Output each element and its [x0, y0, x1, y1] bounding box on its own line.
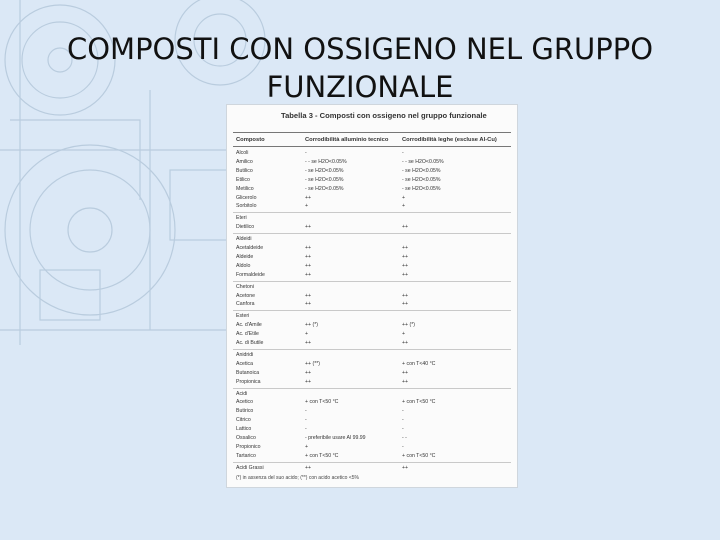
compound-cell: Chetoni	[236, 283, 254, 290]
compound-cell: Metilico	[236, 185, 254, 192]
aluminium-cell: ++	[305, 301, 312, 308]
header-aluminium: Corrodibilità alluminio tecnico	[305, 137, 389, 143]
table-row	[227, 149, 517, 158]
aluminium-cell: +	[305, 443, 309, 450]
compound-cell: Sorbitolo	[236, 203, 257, 210]
aluminium-cell: ++	[305, 245, 312, 251]
compound-cell: Anidridi	[236, 351, 254, 358]
compound-cell: Formaldeide	[236, 271, 265, 278]
table-row	[227, 262, 517, 271]
alloys-cell: -	[402, 426, 404, 433]
table-row	[227, 321, 517, 330]
aluminium-cell: + con T<50 °C	[305, 452, 339, 459]
compound-cell: Acetica	[236, 360, 254, 367]
header-top-rule	[233, 132, 511, 133]
table-footnote: (*) in assenza del suo acido; (**) con acido acetico <5%	[236, 475, 359, 481]
table-row	[227, 176, 517, 185]
aluminium-cell: ++	[305, 340, 312, 346]
table-row	[227, 167, 517, 176]
compound-cell: Ac. d'Etile	[236, 331, 259, 338]
table-row	[227, 330, 517, 339]
table-row	[227, 185, 517, 194]
compound-cell: Eteri	[236, 215, 247, 222]
compound-cell: Canfora	[236, 301, 255, 308]
alloys-cell: +	[402, 194, 406, 201]
compound-cell: Propionico	[236, 443, 261, 450]
compound-cell: Ossalico	[236, 435, 256, 441]
group-separator	[233, 310, 511, 311]
compound-cell: Butilico	[236, 167, 253, 174]
table-row	[227, 360, 517, 369]
table-row	[227, 283, 517, 292]
table-row	[227, 398, 517, 407]
alloys-cell: ++	[402, 262, 409, 269]
compound-cell: Acidi Grassi	[236, 464, 264, 471]
alloys-cell: ++	[402, 245, 409, 251]
aluminium-cell: -	[305, 150, 307, 156]
alloys-cell: -	[402, 150, 404, 156]
table-row	[227, 235, 517, 244]
group-separator	[233, 233, 511, 234]
header-bottom-rule	[233, 146, 511, 147]
aluminium-cell: - se H2O<0.05%	[305, 167, 344, 174]
header-alloys: Corrodibilità leghe (escluse Al-Cu)	[402, 137, 497, 143]
compound-cell: Acetone	[236, 292, 256, 299]
header-composto: Composto	[236, 137, 265, 143]
alloys-cell: - -	[402, 435, 407, 441]
alloys-cell: -	[402, 417, 404, 424]
alloys-cell: -	[402, 443, 404, 450]
alloys-cell: - se H2O<0.05%	[402, 185, 441, 192]
compound-cell: Esteri	[236, 313, 250, 320]
compound-cell: Ac. di Butile	[236, 340, 264, 346]
table-row	[227, 271, 517, 280]
table-row	[227, 434, 517, 443]
compound-cell: Aldolo	[236, 262, 251, 269]
alloys-cell: + con T<50 °C	[402, 399, 436, 406]
aluminium-cell: +	[305, 331, 309, 338]
compound-cell: Ac. d'Amile	[236, 322, 262, 329]
aluminium-cell: - - se H2O<0.05%	[305, 158, 347, 165]
alloys-cell: ++ (*)	[402, 322, 415, 329]
table-row	[227, 158, 517, 167]
scanned-table	[226, 104, 518, 488]
alloys-cell: ++	[402, 369, 409, 376]
table-row	[227, 416, 517, 425]
aluminium-cell: ++	[305, 369, 312, 376]
table-row	[227, 390, 517, 399]
table-caption: Tabella 3 - Composti con ossigeno nel gruppo funzionale	[281, 111, 487, 120]
compound-cell: Aldeide	[236, 253, 254, 260]
aluminium-cell: ++	[305, 292, 312, 299]
compound-cell: Amilico	[236, 158, 253, 165]
group-separator	[233, 349, 511, 350]
table-row	[227, 300, 517, 309]
table-row	[227, 214, 517, 223]
compound-cell: Tartarico	[236, 452, 256, 459]
compound-cell: Alcoli	[236, 150, 249, 156]
table-row	[227, 194, 517, 203]
aluminium-cell: ++	[305, 194, 312, 201]
compound-cell: Citrico	[236, 417, 251, 424]
compound-cell: Aldeidi	[236, 236, 252, 243]
table-row	[227, 312, 517, 321]
alloys-cell: ++	[402, 340, 409, 346]
table-row	[227, 378, 517, 387]
aluminium-cell: - se H2O<0.05%	[305, 176, 344, 183]
aluminium-cell: ++	[305, 253, 312, 260]
slide-title: COMPOSTI CON OSSIGENO NEL GRUPPO FUNZIONALE	[66, 32, 654, 104]
aluminium-cell: ++	[305, 464, 312, 471]
group-separator	[233, 212, 511, 213]
table-row	[227, 452, 517, 461]
alloys-cell: + con T<50 °C	[402, 452, 436, 459]
aluminium-cell: -	[305, 426, 307, 433]
table-row	[227, 223, 517, 232]
alloys-cell: - se H2O<0.05%	[402, 167, 441, 174]
alloys-cell: ++	[402, 301, 409, 308]
alloys-cell: ++	[402, 378, 409, 385]
alloys-cell: ++	[402, 253, 409, 260]
alloys-cell: +	[402, 331, 406, 338]
compound-cell: Propionica	[236, 378, 261, 385]
compound-cell: Acetaldeide	[236, 245, 264, 251]
table-row	[227, 425, 517, 434]
aluminium-cell: ++ (*)	[305, 322, 318, 329]
aluminium-cell: -	[305, 417, 307, 424]
alloys-cell: ++	[402, 271, 409, 278]
compound-cell: Butirico	[236, 408, 254, 415]
table-row	[227, 244, 517, 253]
aluminium-cell: ++ (**)	[305, 360, 320, 367]
aluminium-cell: ++	[305, 378, 312, 385]
table-row	[227, 464, 517, 473]
aluminium-cell: ++	[305, 262, 312, 269]
alloys-cell: ++	[402, 292, 409, 299]
alloys-cell: - - se H2O<0.05%	[402, 158, 444, 165]
alloys-cell: -	[402, 408, 404, 415]
compound-cell: Acetico	[236, 399, 254, 406]
aluminium-cell: -	[305, 408, 307, 415]
compound-cell: Etilico	[236, 176, 250, 183]
table-row	[227, 407, 517, 416]
alloys-cell: ++	[402, 224, 409, 231]
table-row	[227, 351, 517, 360]
aluminium-cell: ++	[305, 271, 312, 278]
alloys-cell: +	[402, 203, 406, 210]
table-row	[227, 292, 517, 301]
compound-cell: Dietilico	[236, 224, 255, 231]
group-separator	[233, 281, 511, 282]
alloys-cell: + con T<40 °C	[402, 360, 436, 367]
table-row	[227, 202, 517, 211]
aluminium-cell: + con T<50 °C	[305, 399, 339, 406]
table-row	[227, 339, 517, 348]
table-row	[227, 253, 517, 262]
compound-cell: Butanoica	[236, 369, 260, 376]
table-row	[227, 369, 517, 378]
aluminium-cell: +	[305, 203, 309, 210]
group-separator	[233, 388, 511, 389]
aluminium-cell: ++	[305, 224, 312, 231]
alloys-cell: - se H2O<0.05%	[402, 176, 441, 183]
group-separator	[233, 462, 511, 463]
compound-cell: Acidi	[236, 390, 248, 397]
compound-cell: Glicerolo	[236, 194, 257, 201]
table-row	[227, 443, 517, 452]
aluminium-cell: - preferibile usare Al 99.99	[305, 435, 366, 441]
aluminium-cell: - se H2O<0.05%	[305, 185, 344, 192]
compound-cell: Lattico	[236, 426, 252, 433]
alloys-cell: ++	[402, 464, 409, 471]
